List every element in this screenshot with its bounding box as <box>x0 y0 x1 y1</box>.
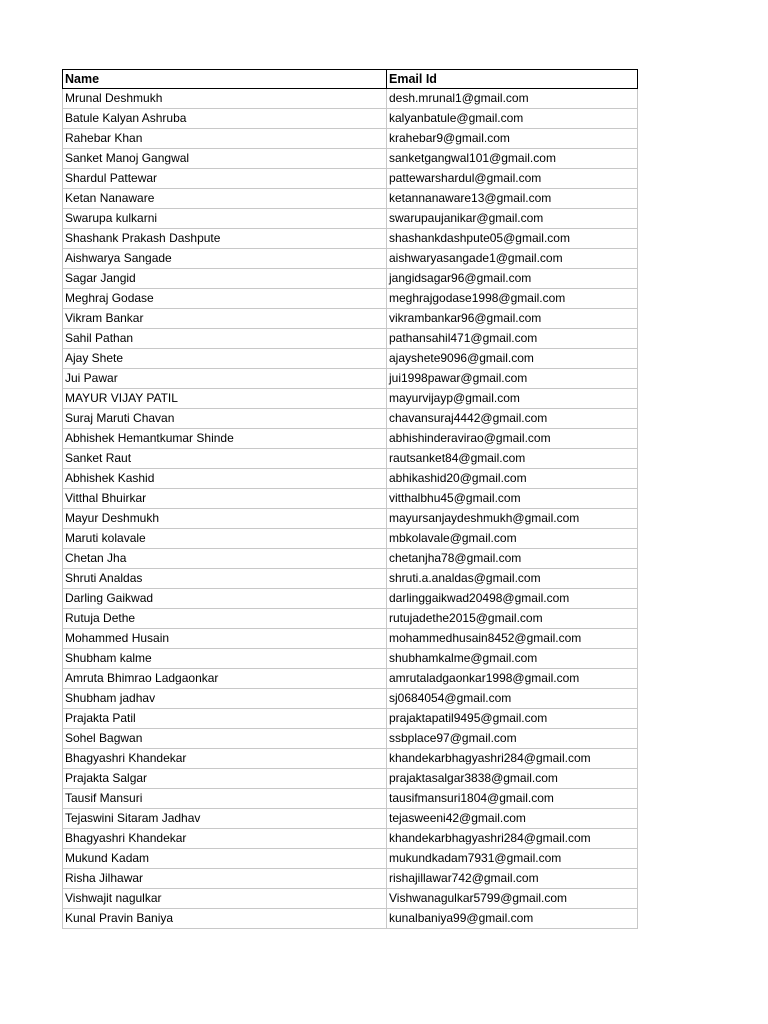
table-row <box>63 409 638 429</box>
name-cell: Ajay Shete <box>63 349 387 369</box>
header-name: Name <box>63 70 387 89</box>
email-cell: pathansahil471@gmail.com <box>387 329 638 349</box>
email-cell: rutujadethe2015@gmail.com <box>387 609 638 629</box>
email-cell: mbkolavale@gmail.com <box>387 529 638 549</box>
table-row <box>63 169 638 189</box>
name-cell: Prajakta Salgar <box>63 769 387 789</box>
table-row <box>63 649 638 669</box>
contact-table <box>62 69 638 929</box>
table-row <box>63 109 638 129</box>
email-cell: sj0684054@gmail.com <box>387 689 638 709</box>
table-row <box>63 149 638 169</box>
table-row <box>63 229 638 249</box>
email-cell: sanketgangwal101@gmail.com <box>387 149 638 169</box>
email-cell: ssbplace97@gmail.com <box>387 729 638 749</box>
table-row <box>63 489 638 509</box>
email-cell: ajayshete9096@gmail.com <box>387 349 638 369</box>
table-row <box>63 449 638 469</box>
email-cell: shruti.a.analdas@gmail.com <box>387 569 638 589</box>
table-row <box>63 569 638 589</box>
email-cell: prajaktasalgar3838@gmail.com <box>387 769 638 789</box>
name-cell: Maruti kolavale <box>63 529 387 549</box>
name-cell: Batule Kalyan Ashruba <box>63 109 387 129</box>
name-cell: Vishwajit nagulkar <box>63 889 387 909</box>
table-row <box>63 729 638 749</box>
email-cell: pattewarshardul@gmail.com <box>387 169 638 189</box>
table-row <box>63 609 638 629</box>
table-row <box>63 249 638 269</box>
table-row <box>63 389 638 409</box>
table-row <box>63 769 638 789</box>
name-cell: Shubham jadhav <box>63 689 387 709</box>
name-cell: Abhishek Kashid <box>63 469 387 489</box>
email-cell: chetanjha78@gmail.com <box>387 549 638 569</box>
name-cell: Jui Pawar <box>63 369 387 389</box>
email-cell: jangidsagar96@gmail.com <box>387 269 638 289</box>
email-cell: tausifmansuri1804@gmail.com <box>387 789 638 809</box>
name-cell: Risha Jilhawar <box>63 869 387 889</box>
name-cell: Sanket Raut <box>63 449 387 469</box>
email-cell: shashankdashpute05@gmail.com <box>387 229 638 249</box>
email-cell: desh.mrunal1@gmail.com <box>387 89 638 109</box>
email-cell: kalyanbatule@gmail.com <box>387 109 638 129</box>
table-row <box>63 909 638 929</box>
name-cell: Vitthal Bhuirkar <box>63 489 387 509</box>
table-row <box>63 829 638 849</box>
name-cell: Shardul Pattewar <box>63 169 387 189</box>
name-cell: Vikram Bankar <box>63 309 387 329</box>
table-row <box>63 309 638 329</box>
email-cell: mohammedhusain8452@gmail.com <box>387 629 638 649</box>
email-cell: shubhamkalme@gmail.com <box>387 649 638 669</box>
name-cell: Shruti Analdas <box>63 569 387 589</box>
email-cell: abhikashid20@gmail.com <box>387 469 638 489</box>
name-cell: Mohammed Husain <box>63 629 387 649</box>
email-cell: aishwaryasangade1@gmail.com <box>387 249 638 269</box>
table-body <box>63 89 638 929</box>
table-row <box>63 669 638 689</box>
table-row <box>63 749 638 769</box>
name-cell: Kunal Pravin Baniya <box>63 909 387 929</box>
email-cell: vikrambankar96@gmail.com <box>387 309 638 329</box>
name-cell: Bhagyashri Khandekar <box>63 829 387 849</box>
email-cell: abhishinderavirao@gmail.com <box>387 429 638 449</box>
name-cell: Mukund Kadam <box>63 849 387 869</box>
email-cell: chavansuraj4442@gmail.com <box>387 409 638 429</box>
table-row <box>63 129 638 149</box>
table-row <box>63 549 638 569</box>
email-cell: rishajillawar742@gmail.com <box>387 869 638 889</box>
name-cell: Sagar Jangid <box>63 269 387 289</box>
name-cell: Shashank Prakash Dashpute <box>63 229 387 249</box>
email-cell: khandekarbhagyashri284@gmail.com <box>387 749 638 769</box>
table-row <box>63 709 638 729</box>
table-row <box>63 529 638 549</box>
header-email: Email Id <box>387 70 638 89</box>
name-cell: Rutuja Dethe <box>63 609 387 629</box>
name-cell: Tausif Mansuri <box>63 789 387 809</box>
name-cell: Swarupa kulkarni <box>63 209 387 229</box>
table-row <box>63 589 638 609</box>
table-row <box>63 329 638 349</box>
table-row <box>63 689 638 709</box>
table-row <box>63 189 638 209</box>
name-cell: Darling Gaikwad <box>63 589 387 609</box>
name-cell: Tejaswini Sitaram Jadhav <box>63 809 387 829</box>
name-cell: Amruta Bhimrao Ladgaonkar <box>63 669 387 689</box>
name-cell: Meghraj Godase <box>63 289 387 309</box>
email-cell: mukundkadam7931@gmail.com <box>387 849 638 869</box>
name-cell: Prajakta Patil <box>63 709 387 729</box>
table-row <box>63 469 638 489</box>
table-row <box>63 349 638 369</box>
email-cell: Vishwanagulkar5799@gmail.com <box>387 889 638 909</box>
email-cell: jui1998pawar@gmail.com <box>387 369 638 389</box>
name-cell: MAYUR VIJAY PATIL <box>63 389 387 409</box>
table-row <box>63 289 638 309</box>
email-cell: amrutaladgaonkar1998@gmail.com <box>387 669 638 689</box>
email-cell: prajaktapatil9495@gmail.com <box>387 709 638 729</box>
table-row <box>63 269 638 289</box>
table-row <box>63 889 638 909</box>
email-cell: khandekarbhagyashri284@gmail.com <box>387 829 638 849</box>
name-cell: Sahil Pathan <box>63 329 387 349</box>
table-row <box>63 89 638 109</box>
email-cell: swarupaujanikar@gmail.com <box>387 209 638 229</box>
name-cell: Shubham kalme <box>63 649 387 669</box>
email-cell: mayursanjaydeshmukh@gmail.com <box>387 509 638 529</box>
name-cell: Sohel Bagwan <box>63 729 387 749</box>
table-row <box>63 369 638 389</box>
email-cell: meghrajgodase1998@gmail.com <box>387 289 638 309</box>
table-row <box>63 789 638 809</box>
email-cell: vitthalbhu45@gmail.com <box>387 489 638 509</box>
table-row <box>63 629 638 649</box>
table-row <box>63 429 638 449</box>
email-cell: rautsanket84@gmail.com <box>387 449 638 469</box>
email-cell: kunalbaniya99@gmail.com <box>387 909 638 929</box>
email-cell: ketannanaware13@gmail.com <box>387 189 638 209</box>
table-row <box>63 849 638 869</box>
email-cell: tejasweeni42@gmail.com <box>387 809 638 829</box>
name-cell: Ketan Nanaware <box>63 189 387 209</box>
name-cell: Mrunal Deshmukh <box>63 89 387 109</box>
name-cell: Sanket Manoj Gangwal <box>63 149 387 169</box>
name-cell: Aishwarya Sangade <box>63 249 387 269</box>
name-cell: Abhishek Hemantkumar Shinde <box>63 429 387 449</box>
name-cell: Bhagyashri Khandekar <box>63 749 387 769</box>
email-cell: mayurvijayp@gmail.com <box>387 389 638 409</box>
header-row <box>63 70 638 89</box>
name-cell: Chetan Jha <box>63 549 387 569</box>
name-cell: Suraj Maruti Chavan <box>63 409 387 429</box>
name-cell: Rahebar Khan <box>63 129 387 149</box>
table-row <box>63 209 638 229</box>
table-row <box>63 809 638 829</box>
name-cell: Mayur Deshmukh <box>63 509 387 529</box>
table-row <box>63 509 638 529</box>
email-cell: darlinggaikwad20498@gmail.com <box>387 589 638 609</box>
email-cell: krahebar9@gmail.com <box>387 129 638 149</box>
table-row <box>63 869 638 889</box>
